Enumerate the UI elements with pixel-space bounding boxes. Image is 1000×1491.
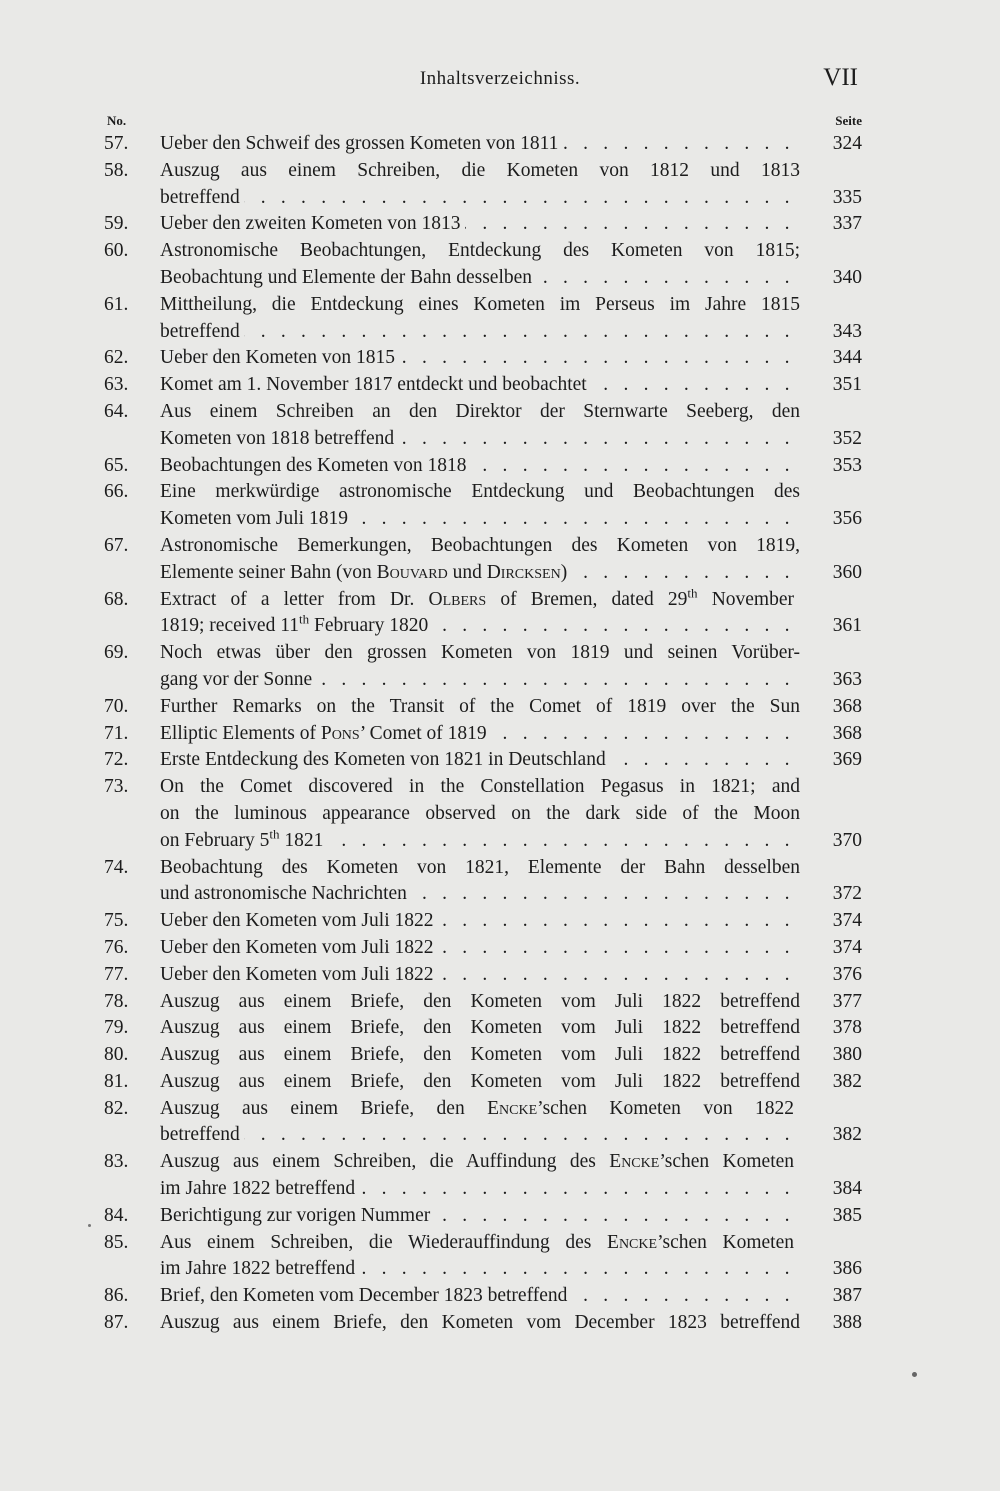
title-fragment: ) <box>560 561 568 583</box>
toc-line <box>0 319 1000 346</box>
entry-title: Mittheilung, die Entdeckung eines Kometen im Perseus im Jahre 1815 <box>160 293 800 315</box>
entry-title <box>160 962 800 989</box>
entry-title <box>160 372 800 399</box>
toc-line <box>0 426 1000 453</box>
entry-title <box>160 319 800 346</box>
toc-line <box>0 1230 1000 1257</box>
page-reference: 384 <box>832 1178 862 1200</box>
title-text: Ueber den Kometen vom Juli 1822 <box>160 937 438 958</box>
entry-number: 78. <box>104 990 129 1012</box>
title-text: Kometen vom Juli 1819 <box>160 508 352 529</box>
entry-number: 58. <box>104 159 129 181</box>
title-fragment: ’schen Kometen <box>657 1231 794 1253</box>
page-reference: 368 <box>832 695 862 717</box>
entry-number: 77. <box>104 963 129 985</box>
entry-title <box>160 1096 800 1123</box>
page-reference: 351 <box>832 374 862 396</box>
title-fragment: 1819; received 11 <box>160 615 299 637</box>
entry-number: 85. <box>104 1231 129 1253</box>
title-fragment: on February 5 <box>160 829 270 851</box>
title-fragment: Elliptic Elements of <box>160 722 321 744</box>
entry-title <box>160 211 800 238</box>
title-text: Ueber den Kometen von 1815 <box>160 347 399 368</box>
toc-line <box>0 989 1000 1016</box>
toc-line <box>0 158 1000 185</box>
small-caps-name: Encke <box>487 1097 538 1119</box>
toc-line <box>0 1096 1000 1123</box>
title-text: Ueber den Kometen vom Juli 1822 <box>160 910 438 931</box>
toc-line <box>0 1042 1000 1069</box>
title-fragment: ’schen Kometen von 1822 <box>537 1097 794 1119</box>
toc-line <box>0 479 1000 506</box>
entry-number: 83. <box>104 1151 129 1173</box>
toc-line <box>0 747 1000 774</box>
title-text: Komet am 1. November 1817 entdeckt und beobachtet <box>160 374 591 395</box>
entry-title <box>160 265 800 292</box>
entry-number: 65. <box>104 454 129 476</box>
page-reference: 363 <box>832 668 862 690</box>
entry-title <box>160 587 800 614</box>
page-reference: 372 <box>832 883 862 905</box>
toc-line <box>0 453 1000 480</box>
entry-title: on the luminous appearance observed on the dark side of the Moon <box>160 802 800 824</box>
entry-title: Auszug aus einem Briefe, den Kometen vom Juli 1822 betreffend <box>160 1070 800 1092</box>
entry-title: Eine merkwürdige astronomische Entdeckung und Beobachtungen des <box>160 481 800 503</box>
toc-line <box>0 131 1000 158</box>
page-reference: 344 <box>832 347 862 369</box>
entry-title <box>160 881 800 908</box>
table-of-contents <box>0 131 1000 1337</box>
title-fragment: Elemente seiner Bahn (von <box>160 561 377 583</box>
entry-title <box>160 747 800 774</box>
entry-number: 59. <box>104 213 129 235</box>
page-reference: 337 <box>832 213 862 235</box>
column-header-page: Seite <box>835 113 862 128</box>
page-reference: 356 <box>832 508 862 530</box>
title-text: im Jahre 1822 betreffend <box>160 1178 359 1199</box>
entry-number: 60. <box>104 240 129 262</box>
entry-title <box>160 721 800 748</box>
toc-line <box>0 265 1000 292</box>
entry-title <box>160 131 800 158</box>
title-fragment: February 1820 <box>309 615 429 637</box>
page-reference: 386 <box>832 1258 862 1280</box>
toc-line <box>0 908 1000 935</box>
toc-line <box>0 1283 1000 1310</box>
title-text: und astronomische Nachrichten <box>160 883 411 904</box>
small-caps-name: Bouvard <box>376 561 448 583</box>
page-reference: 377 <box>832 990 862 1012</box>
small-caps-name: Pons <box>320 722 360 744</box>
toc-line <box>0 345 1000 372</box>
page-reference: 360 <box>832 561 862 583</box>
page-reference: 324 <box>832 133 862 154</box>
toc-line <box>0 372 1000 399</box>
entry-title <box>160 1256 800 1283</box>
page-title: Inhaltsverzeichniss. <box>419 68 581 89</box>
title-text: betreffend <box>160 187 244 208</box>
entry-title: Auszug aus einem Briefe, den Kometen vom Juli 1822 betreffend <box>160 1044 800 1066</box>
toc-line <box>0 667 1000 694</box>
toc-line <box>0 292 1000 319</box>
small-caps-name: Encke <box>607 1231 658 1253</box>
entry-title: Auszug aus einem Briefe, den Kometen vom December 1823 betreffend <box>160 1312 800 1334</box>
entry-title <box>160 667 800 694</box>
page-reference: 335 <box>832 186 862 208</box>
entry-title: Auszug aus einem Schreiben, die Kometen von 1812 und 1813 <box>160 159 800 181</box>
title-text: Beobachtung und Elemente der Bahn desselben <box>160 267 536 288</box>
page-reference: 361 <box>832 615 862 637</box>
entry-number: 67. <box>104 534 129 556</box>
entry-number: 72. <box>104 749 129 771</box>
entry-title <box>160 1203 800 1230</box>
title-fragment: 1821 <box>279 829 324 851</box>
entry-number: 82. <box>104 1097 129 1119</box>
entry-number: 63. <box>104 374 129 396</box>
title-text: Kometen von 1818 betreffend <box>160 428 398 449</box>
entry-title: Auszug aus einem Briefe, den Kometen vom Juli 1822 betreffend <box>160 1017 800 1039</box>
title-text: im Jahre 1822 betreffend <box>160 1258 359 1279</box>
paper-speck <box>88 1224 91 1227</box>
toc-line <box>0 640 1000 667</box>
title-fragment: und <box>447 561 487 583</box>
entry-number: 75. <box>104 910 129 932</box>
title-text: betreffend <box>160 1124 244 1145</box>
toc-line <box>0 855 1000 882</box>
entry-title <box>160 613 800 640</box>
title-fragment: November <box>697 588 794 610</box>
title-fragment: Aus einem Schreiben, die Wiederauffindung des <box>160 1231 608 1253</box>
entry-number: 64. <box>104 400 129 422</box>
toc-line <box>0 1176 1000 1203</box>
entry-number: 57. <box>104 133 129 154</box>
entry-number: 76. <box>104 936 129 958</box>
toc-line <box>0 399 1000 426</box>
entry-number: 74. <box>104 856 129 878</box>
toc-line <box>0 211 1000 238</box>
title-fragment: Extract of a letter from Dr. <box>160 588 429 610</box>
toc-line <box>0 1310 1000 1337</box>
entry-title: On the Comet discovered in the Constellation Pegasus in 1821; and <box>160 776 800 798</box>
page-reference: 368 <box>832 722 862 744</box>
page-reference: 374 <box>832 910 862 932</box>
toc-line <box>0 774 1000 801</box>
title-fragment: ’schen Kometen <box>659 1151 795 1173</box>
entry-title: Aus einem Schreiben an den Direktor der Sternwarte Seeberg, den <box>160 400 800 422</box>
entry-number: 73. <box>104 776 129 798</box>
running-head <box>0 64 1000 94</box>
column-header-number: No. <box>107 113 127 128</box>
entry-title <box>160 908 800 935</box>
page-reference: 370 <box>832 829 862 851</box>
page-reference: 380 <box>832 1044 862 1066</box>
page-reference: 340 <box>832 266 862 288</box>
toc-line <box>0 721 1000 748</box>
entry-number: 86. <box>104 1285 129 1307</box>
entry-title: Astronomische Bemerkungen, Beobachtungen des Kometen von 1819, <box>160 534 800 556</box>
title-text: Ueber den zweiten Kometen von 1813 <box>160 213 465 234</box>
entry-number: 69. <box>104 642 129 664</box>
entry-number: 87. <box>104 1312 129 1334</box>
entry-number: 68. <box>104 588 129 610</box>
title-text: betreffend <box>160 321 244 342</box>
entry-title <box>160 1149 800 1176</box>
toc-line <box>0 185 1000 212</box>
entry-title <box>160 453 800 480</box>
entry-title: Auszug aus einem Briefe, den Kometen vom Juli 1822 betreffend <box>160 990 800 1012</box>
toc-line <box>0 935 1000 962</box>
title-fragment: Auszug aus einem Briefe, den <box>160 1097 488 1119</box>
column-headers <box>0 113 1000 131</box>
title-text: Brief, den Kometen vom December 1823 betreffend <box>160 1285 571 1306</box>
entry-title: Further Remarks on the Transit of the Comet of 1819 over the Sun <box>160 695 800 717</box>
page-reference: 382 <box>832 1070 862 1092</box>
toc-line <box>0 828 1000 855</box>
title-fragment: ’ Comet of 1819 <box>359 722 487 744</box>
entry-title: Beobachtung des Kometen von 1821, Elemente der Bahn desselben <box>160 856 800 878</box>
entry-title: Astronomische Beobachtungen, Entdeckung des Kometen von 1815; <box>160 240 800 262</box>
toc-line <box>0 694 1000 721</box>
entry-number: 80. <box>104 1044 129 1066</box>
entry-title <box>160 1176 800 1203</box>
page-reference: 382 <box>832 1124 862 1146</box>
page-reference: 387 <box>832 1285 862 1307</box>
toc-line <box>0 962 1000 989</box>
entry-title <box>160 345 800 372</box>
page-reference: 374 <box>832 936 862 958</box>
toc-line <box>0 506 1000 533</box>
entry-title <box>160 935 800 962</box>
title-fragment: Auszug aus einem Schreiben, die Auffindung des <box>160 1151 610 1173</box>
small-caps-name: Olbers <box>428 588 487 610</box>
superscript: th <box>687 586 698 601</box>
page-reference: 378 <box>832 1017 862 1039</box>
entry-number: 66. <box>104 481 129 503</box>
toc-line <box>0 1015 1000 1042</box>
page-reference: 376 <box>832 963 862 985</box>
toc-line <box>0 1149 1000 1176</box>
entry-title <box>160 560 800 587</box>
toc-line <box>0 1203 1000 1230</box>
page-number: VII <box>823 64 858 91</box>
superscript: th <box>298 613 310 627</box>
toc-line <box>0 1069 1000 1096</box>
entry-title <box>160 828 800 855</box>
entry-number: 84. <box>104 1204 129 1226</box>
entry-title <box>160 506 800 533</box>
entry-number: 70. <box>104 695 129 717</box>
title-text: gang vor der Sonne <box>160 669 316 690</box>
entry-title <box>160 1122 800 1149</box>
page-reference: 385 <box>832 1204 862 1226</box>
toc-line <box>0 1256 1000 1283</box>
title-text: Ueber den Kometen vom Juli 1822 <box>160 964 438 985</box>
page-reference: 369 <box>832 749 862 771</box>
title-text: Beobachtungen des Kometen von 1818 <box>160 455 471 476</box>
toc-line <box>0 587 1000 614</box>
page-reference: 388 <box>832 1312 862 1334</box>
entry-title: Noch etwas über den grossen Kometen von 1819 und seinen Vorüber- <box>160 642 800 664</box>
toc-line <box>0 881 1000 908</box>
title-text: Ueber den Schweif des grossen Kometen von 1811 <box>160 133 562 154</box>
entry-number: 62. <box>104 347 129 369</box>
title-text: Berichtigung zur vorigen Nummer <box>160 1205 434 1226</box>
page-reference: 343 <box>832 320 862 342</box>
small-caps-name: Encke <box>609 1151 660 1173</box>
small-caps-name: Dircksen <box>486 561 561 583</box>
title-fragment: of Bremen, dated 29 <box>486 588 688 610</box>
toc-line <box>0 238 1000 265</box>
toc-line <box>0 560 1000 587</box>
entry-title <box>160 1230 800 1257</box>
entry-title <box>160 426 800 453</box>
entry-number: 79. <box>104 1017 129 1039</box>
entry-title <box>160 185 800 212</box>
entry-number: 81. <box>104 1070 129 1092</box>
toc-line <box>0 613 1000 640</box>
paper-speck <box>912 1372 917 1377</box>
page-reference: 353 <box>832 454 862 476</box>
entry-number: 71. <box>104 722 129 744</box>
toc-line <box>0 533 1000 560</box>
page-reference: 352 <box>832 427 862 449</box>
entry-number: 61. <box>104 293 129 315</box>
superscript: th <box>269 827 280 842</box>
entry-title <box>160 1283 800 1310</box>
toc-line <box>0 1122 1000 1149</box>
title-text: Erste Entdeckung des Kometen von 1821 in Deutschland <box>160 749 610 770</box>
toc-line <box>0 801 1000 828</box>
